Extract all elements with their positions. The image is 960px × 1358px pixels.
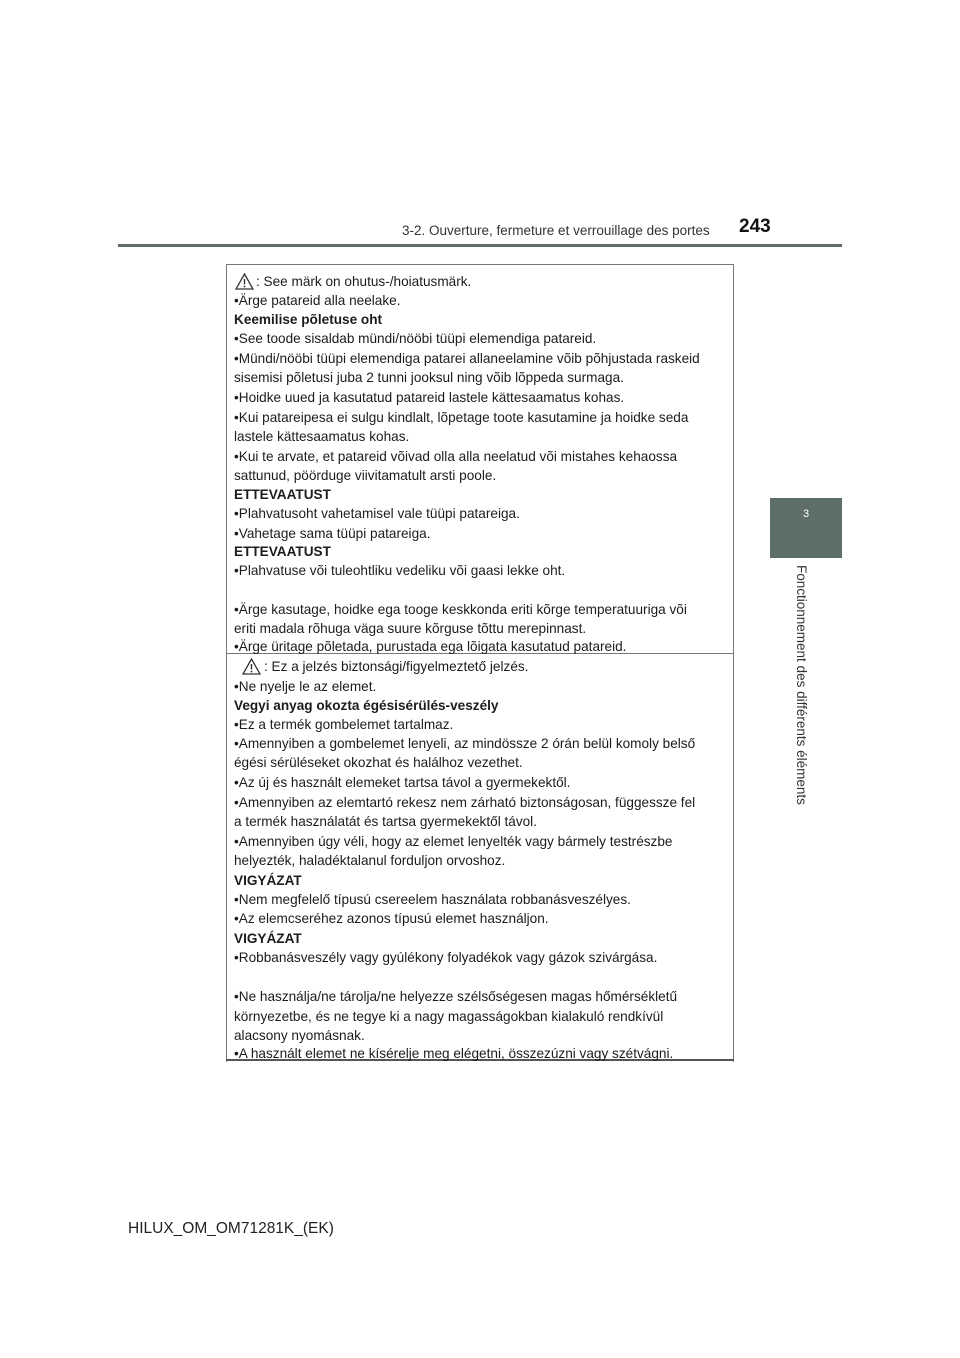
- hu-line: •Amennyiben a gombelemet lenyeli, az mindössze 2 órán belül komoly belső: [234, 736, 696, 751]
- hu-line: •Ne használja/ne tárolja/ne helyezze szélsőségesen magas hőmérsékletű: [234, 989, 678, 1004]
- hu-caution-heading: VIGYÁZAT: [234, 873, 302, 888]
- et-line: •Kui patareipesa ei sulgu kindlalt, lõpetage toote kasutamine ja hoidke seda: [234, 410, 689, 425]
- hu-line: •Robbanásveszély vagy gyúlékony folyadékok vagy gázok szivárgása.: [234, 950, 658, 965]
- et-line: •See toode sisaldab mündi/nööbi tüüpi elemendiga patareid.: [234, 331, 597, 346]
- hu-heading: Vegyi anyag okozta égésisérülés-veszély: [234, 698, 499, 713]
- battery-warning-box: [226, 264, 734, 1062]
- header-divider: [118, 244, 842, 247]
- warning-triangle-icon: [242, 658, 261, 675]
- box-border-top: [226, 264, 734, 265]
- et-line: •Vahetage sama tüüpi patareiga.: [234, 526, 431, 541]
- warning-triangle-icon: [235, 273, 254, 290]
- hu-line: •Nem megfelelő típusú csereelem használata robbanásveszélyes.: [234, 892, 631, 907]
- et-heading: Keemilise põletuse oht: [234, 312, 383, 327]
- box-border-right: [733, 264, 734, 1062]
- hu-line: alacsony nyomásnak.: [234, 1028, 365, 1043]
- hu-line: helyezték, haladéktalanul forduljon orvoshoz.: [234, 853, 506, 868]
- et-caution-heading: ETTEVAATUST: [234, 487, 331, 502]
- et-line: •Plahvatuse või tuleohtliku vedeliku või gaasi lekke oht.: [234, 563, 566, 578]
- hu-line: •Amennyiben az elemtartó rekesz nem zárható biztonságosan, függessze fel: [234, 795, 696, 810]
- hu-line: •Az új és használt elemeket tartsa távol a gyermekektől.: [234, 775, 571, 790]
- hu-line: •A használt elemet ne kísérelje meg elégetni, összezúzni vagy szétvágni.: [234, 1046, 674, 1061]
- hu-line: •Az elemcseréhez azonos típusú elemet használjon.: [234, 911, 549, 926]
- hu-line: •Ne nyelje le az elemet.: [234, 679, 377, 694]
- hu-line: égési sérüléseket okozhat és halálhoz vezethet.: [234, 755, 523, 770]
- chapter-number: 3: [802, 508, 810, 520]
- et-line: •Ärge kasutage, hoidke ega tooge keskkonda eriti kõrge temperatuuriga või: [234, 602, 687, 617]
- hu-line: a termék használatát és tartsa gyermekektől távol.: [234, 814, 537, 829]
- page-number: 243: [739, 216, 771, 237]
- et-caution-heading: ETTEVAATUST: [234, 544, 331, 559]
- et-line: •Kui te arvate, et patareid võivad olla alla neelatud või mistahes kehaossa: [234, 449, 678, 464]
- et-line: •Ärge patareid alla neelake.: [234, 293, 401, 308]
- et-line: lastele kättesaamatus kohas.: [234, 429, 410, 444]
- model-code-footer: HILUX_OM_OM71281K_(EK): [128, 1220, 334, 1237]
- et-line: •Mündi/nööbi tüüpi elemendiga patarei allaneelamine võib põhjustada raskeid: [234, 351, 700, 366]
- chapter-side-title: Fonctionnement des différents éléments: [794, 565, 809, 805]
- et-line: sattunud, pöörduge viivitamatult arsti poole.: [234, 468, 497, 483]
- hu-line: •Amennyiben úgy véli, hogy az elemet lenyelték vagy bármely testrészbe: [234, 834, 673, 849]
- et-line: •Plahvatusoht vahetamisel vale tüüpi patareiga.: [234, 506, 520, 521]
- hu-line: környezetbe, és ne tegye ki a nagy magasságokban kialakuló rendkívül: [234, 1009, 664, 1024]
- hu-caution-heading: VIGYÁZAT: [234, 931, 302, 946]
- hu-warning-symbol-text: : Ez a jelzés biztonsági/figyelmeztető jelzés.: [264, 659, 529, 674]
- et-line: sisemisi põletusi juba 2 tunni jooksul ning võib lõppeda surmaga.: [234, 370, 624, 385]
- hu-line: •Ez a termék gombelemet tartalmaz.: [234, 717, 454, 732]
- et-line: •Hoidke uued ja kasutatud patareid lastele kättesaamatus kohas.: [234, 390, 625, 405]
- section-title: 3-2. Ouverture, fermeture et verrouillage des portes: [402, 223, 710, 238]
- chapter-tab: [770, 498, 842, 558]
- et-warning-symbol-text: : See märk on ohutus-/hoiatusmärk.: [256, 274, 472, 289]
- et-line: eriti madala rõhuga väga suure kõrguse tõttu merepinnast.: [234, 621, 587, 636]
- et-line: •Ärge üritage põletada, purustada ega lõigata kasutatud patareid.: [234, 639, 627, 654]
- box-border-left: [226, 264, 227, 1062]
